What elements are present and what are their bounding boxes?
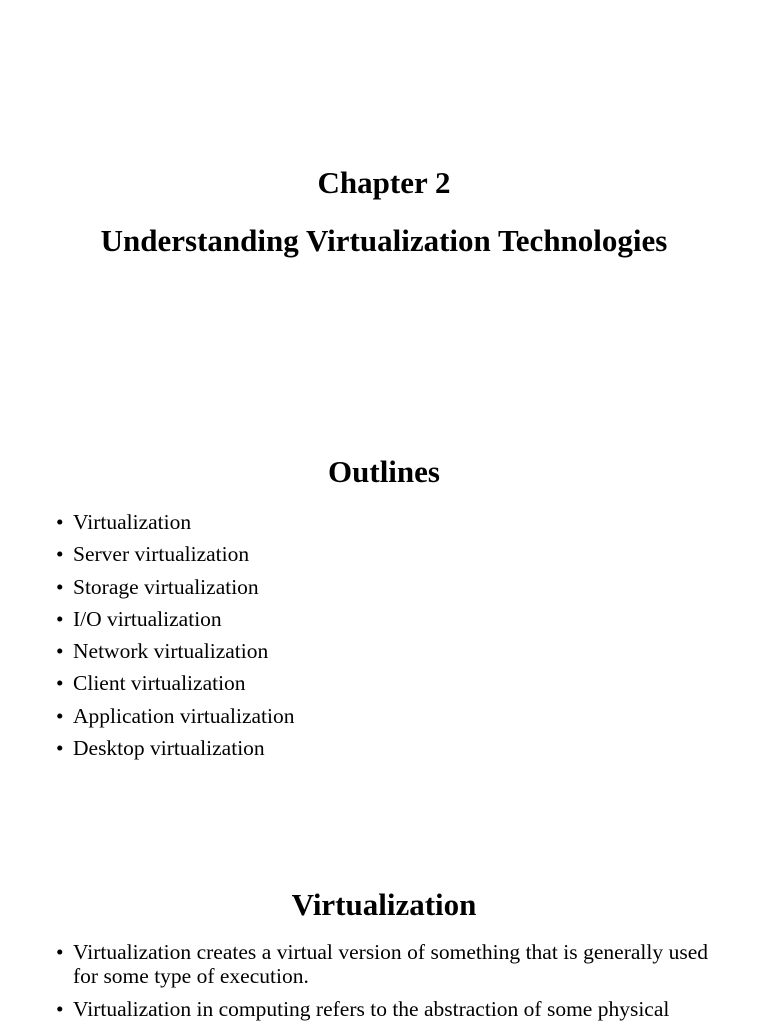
list-item-text: I/O virtualization [73,606,222,631]
list-item-text: Client virtualization [73,671,246,696]
list-item-text: Virtualization in computing refers to the abstraction of some physical [73,997,670,1021]
virtualization-heading: Virtualization [291,887,477,922]
list-item [56,635,708,667]
list-item [56,940,708,988]
outline-list [56,506,708,764]
bullet-icon: • [56,639,64,664]
list-item [56,506,708,538]
list-item [56,571,708,603]
list-item-text: Network virtualization [73,639,269,664]
bullet-icon: • [56,671,64,696]
list-item [56,732,708,764]
list-item-text: Storage virtualization [73,574,259,599]
list-item [56,667,708,699]
list-item-text: Application virtualization [73,703,295,728]
list-item [56,997,708,1021]
list-item-text: Virtualization [73,510,192,534]
list-item [56,700,708,732]
bullet-icon: • [56,997,64,1021]
bullet-icon: • [56,542,64,567]
list-item-text: Server virtualization [73,542,250,567]
bullet-icon: • [56,574,64,599]
bullet-icon: • [56,510,64,534]
virtualization-list [56,940,708,1030]
chapter-number: Chapter 2 [317,165,451,200]
chapter-title: Understanding Virtualization Technologies [100,223,668,258]
list-item [56,603,708,635]
list-item-text: Virtualization creates a virtual version of something that is generally used for some type of execution. [73,940,708,988]
outlines-heading: Outlines [328,454,440,489]
bullet-icon: • [56,736,64,761]
bullet-icon: • [56,606,64,631]
list-item-text: Desktop virtualization [73,736,265,761]
list-item [56,538,708,570]
bullet-icon: • [56,703,64,728]
bullet-icon: • [56,940,64,964]
